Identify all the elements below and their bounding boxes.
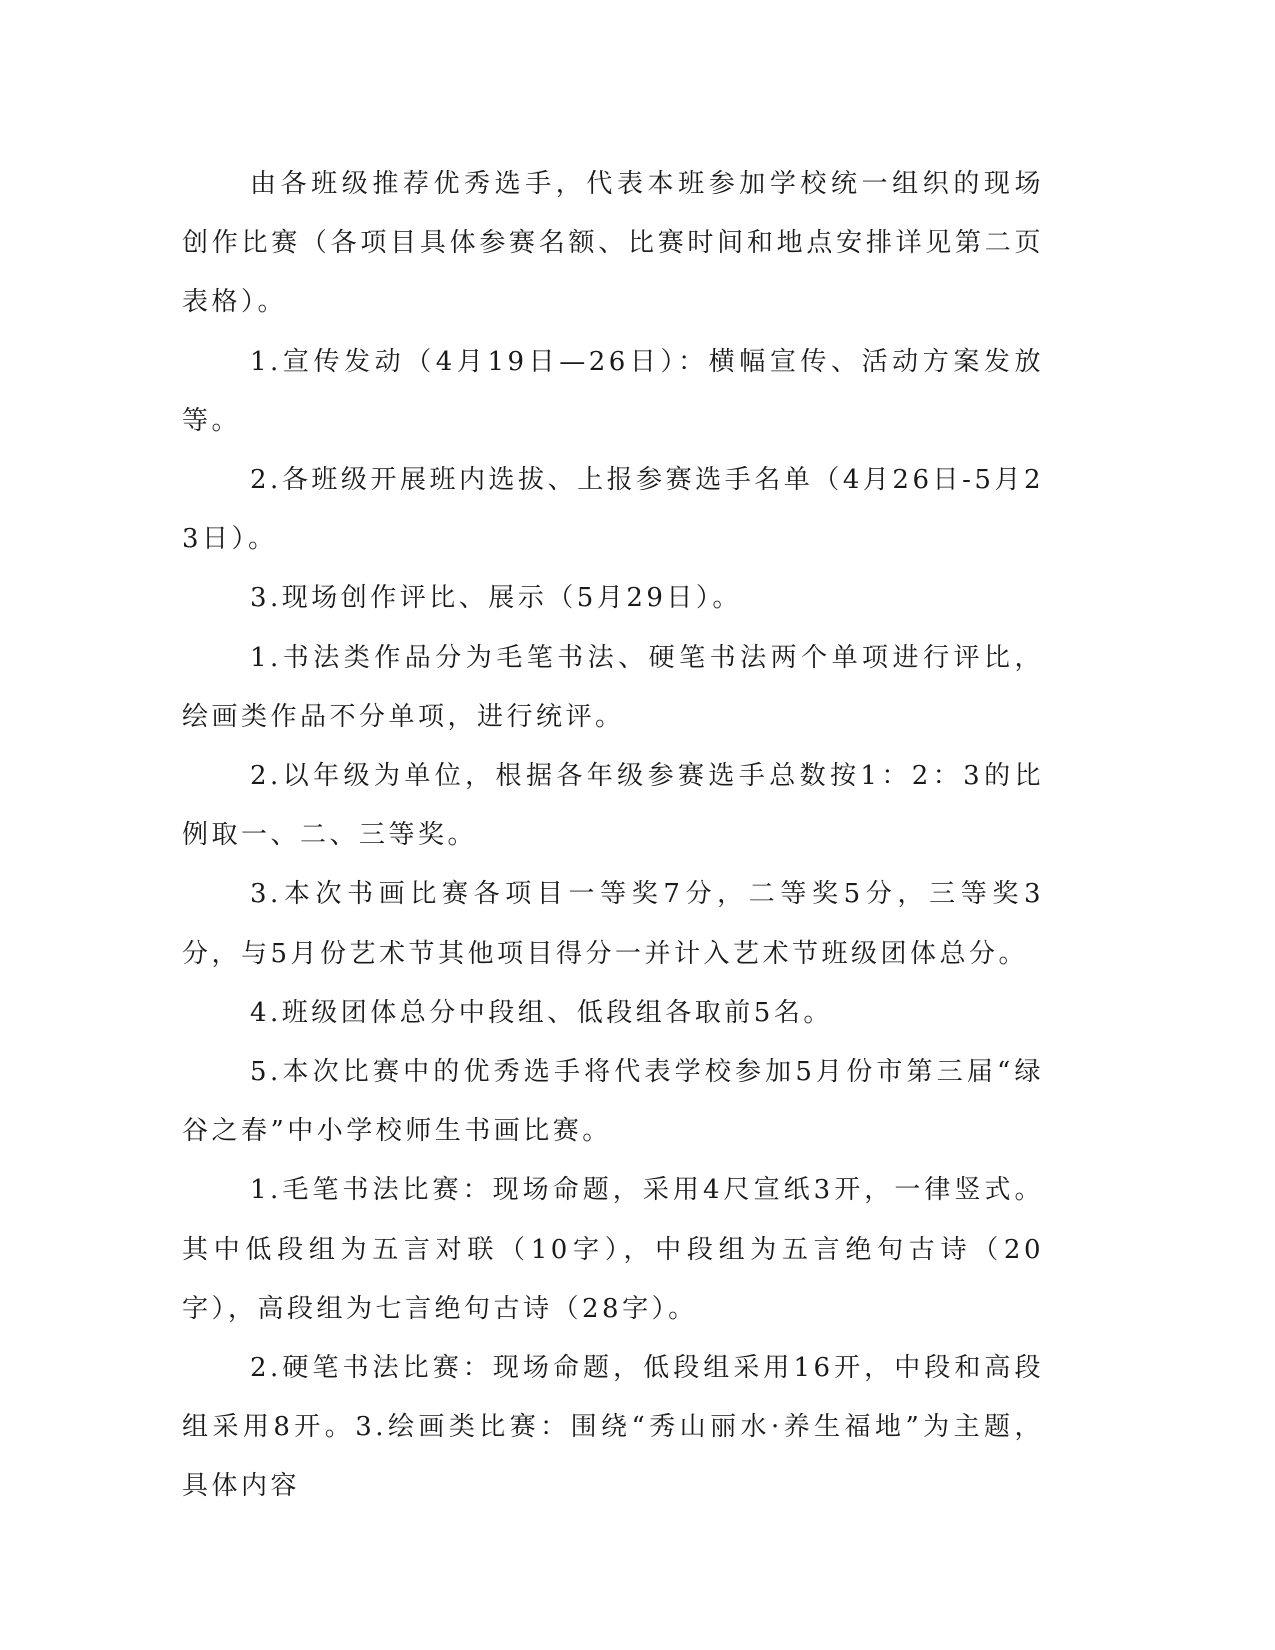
- paragraph-step-onsite-judging: 3.现场创作评比、展示（5月29日）。: [250, 583, 742, 614]
- paragraph-brush-calligraphy: 1.毛笔书法比赛：现场命题，采用4尺宣纸3开，一律竖式。其中低段组为五言对联（10字），中段组为五言绝句古诗（20字），高段组为七言绝句古诗（28字）。: [182, 1175, 1044, 1324]
- paragraph-rule-points: 3.本次书画比赛各项目一等奖7分，二等奖5分，三等奖3分，与5月份艺术节其他项目得分一并计入艺术节班级团体总分。: [182, 879, 1044, 969]
- paragraph-rule-categories: 1.书法类作品分为毛笔书法、硬笔书法两个单项进行评比，绘画类作品不分单项，进行统评。: [182, 642, 1044, 732]
- paragraph-rule-award-ratio: 2.以年级为单位，根据各年级参赛选手总数按1：2：3的比例取一、二、三等奖。: [182, 761, 1044, 851]
- paragraph-step-class-selection: 2.各班级开展班内选拔、上报参赛选手名单（4月26日-5月23日）。: [182, 465, 1044, 555]
- paragraph-rule-city-contest: 5.本次比赛中的优秀选手将代表学校参加5月份市第三届“绿谷之春”中小学校师生书画比赛。: [182, 1057, 1044, 1147]
- paragraph-recommend-contestants: 由各班级推荐优秀选手，代表本班参加学校统一组织的现场创作比赛（各项目具体参赛名额、比赛时间和地点安排详见第二页表格）。: [182, 169, 1044, 318]
- paragraph-pen-calligraphy-painting: 2.硬笔书法比赛：现场命题，低段组采用16开，中段和高段组采用8开。3.绘画类比赛：围绕“秀山丽水·养生福地”为主题，具体内容: [182, 1353, 1044, 1502]
- document-body: [182, 155, 1044, 1517]
- paragraph-step-publicity: 1.宣传发动（4月19日—26日）：横幅宣传、活动方案发放等。: [182, 346, 1044, 436]
- paragraph-rule-team-ranking: 4.班级团体总分中段组、低段组各取前5名。: [250, 997, 833, 1028]
